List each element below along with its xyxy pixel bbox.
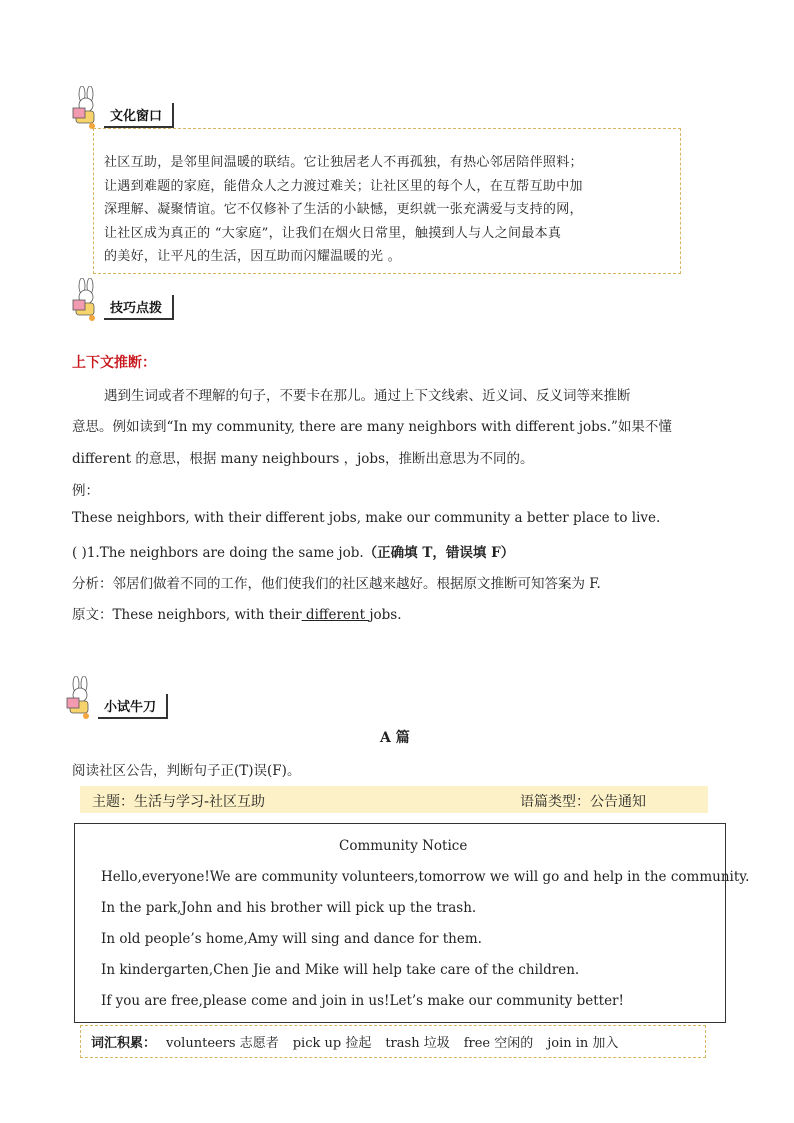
culture-line: 让遇到难题的家庭，能借众人之力渡过难关；让社区里的每个人，在互帮互助中加	[104, 178, 583, 194]
tips-paragraph-line: 遇到生词或者不理解的句子，不要卡在那儿。通过上下文线索、近义词、反义词等来推断	[104, 388, 631, 404]
bunny-reading-icon	[70, 86, 104, 130]
culture-line: 让社区成为真正的 “大家庭”，让我们在烟火日常里，触摸到人与人之间最本真	[104, 225, 562, 241]
culture-line: 的美好，让平凡的生活，因互助而闪耀温暖的光 。	[104, 249, 402, 264]
tips-section-label: 技巧点拨	[104, 295, 174, 320]
notice-line: If you are free,please come and join in us!Let’s make our community better!	[101, 993, 624, 1009]
passage-title: A 篇	[380, 730, 410, 746]
notice-title: Community Notice	[339, 838, 468, 854]
theme-bar	[80, 786, 708, 813]
culture-text-box	[93, 128, 681, 274]
tips-heading: 上下文推断：	[72, 355, 156, 371]
vocab-item: volunteers 志愿者	[166, 1036, 279, 1051]
answer-blank[interactable]: ( )	[72, 545, 87, 561]
vocab-item: free 空闲的	[463, 1036, 534, 1051]
practice-section-label: 小试牛刀	[98, 694, 168, 719]
example-label: 例：	[72, 483, 99, 499]
culture-section-label: 文化窗口	[104, 103, 174, 128]
community-notice-box	[74, 823, 750, 1023]
bunny-reading-icon	[70, 278, 104, 322]
vocab-label: 词汇积累：	[91, 1036, 157, 1051]
analysis-text: 分析：邻居们做着不同的工作，他们使我们的社区越来越好。根据原文推断可知答案为 F.	[72, 576, 601, 592]
vocab-item: pick up 捡起	[292, 1036, 372, 1051]
notice-line: In the park,John and his brother will pick up the trash.	[101, 900, 477, 916]
notice-line: In old people’s home,Amy will sing and dance for them.	[101, 931, 482, 947]
vocab-item: trash 垃圾	[385, 1036, 450, 1051]
notice-line: Hello,everyone!We are community volunteers,tomorrow we will go and help in the community.	[101, 869, 750, 885]
original-underlined-word: different	[301, 607, 370, 623]
bunny-reading-icon	[64, 676, 98, 720]
passage-instruction: 阅读社区公告，判断句子正(T)误(F)。	[72, 763, 301, 779]
original-suffix: jobs.	[369, 607, 402, 623]
example-question	[72, 541, 514, 561]
vocabulary-box	[80, 1025, 706, 1058]
genre-text: 语篇类型：公告通知	[520, 794, 646, 810]
vocab-item: join in 加入	[547, 1036, 619, 1051]
notice-line: In kindergarten,Chen Jie and Mike will help take care of the children.	[101, 962, 580, 978]
question-text: 1.The neighbors are doing the same job.	[86, 545, 364, 561]
original-prefix: 原文：These neighbors, with their	[72, 607, 302, 623]
example-sentence: These neighbors, with their different jobs, make our community a better place to live.	[72, 510, 661, 526]
culture-line: 社区互助，是邻里间温暖的联结。它让独居老人不再孤独，有热心邻居陪伴照料；	[104, 155, 583, 170]
question-hint: （正确填 T，错误填 F）	[363, 545, 515, 561]
culture-line: 深理解、凝聚情谊。它不仅修补了生活的小缺憾，更织就一张充满爱与支持的网，	[104, 202, 583, 217]
theme-text: 主题：生活与学习-社区互助	[92, 794, 266, 810]
original-text	[72, 603, 402, 623]
tips-paragraph-line: different 的意思，根据 many neighbours ，jobs，推断出意思为不同的。	[72, 451, 534, 467]
tips-paragraph-line: 意思。例如读到“In my community, there are many neighbors with different jobs.”如果不懂	[72, 419, 672, 435]
